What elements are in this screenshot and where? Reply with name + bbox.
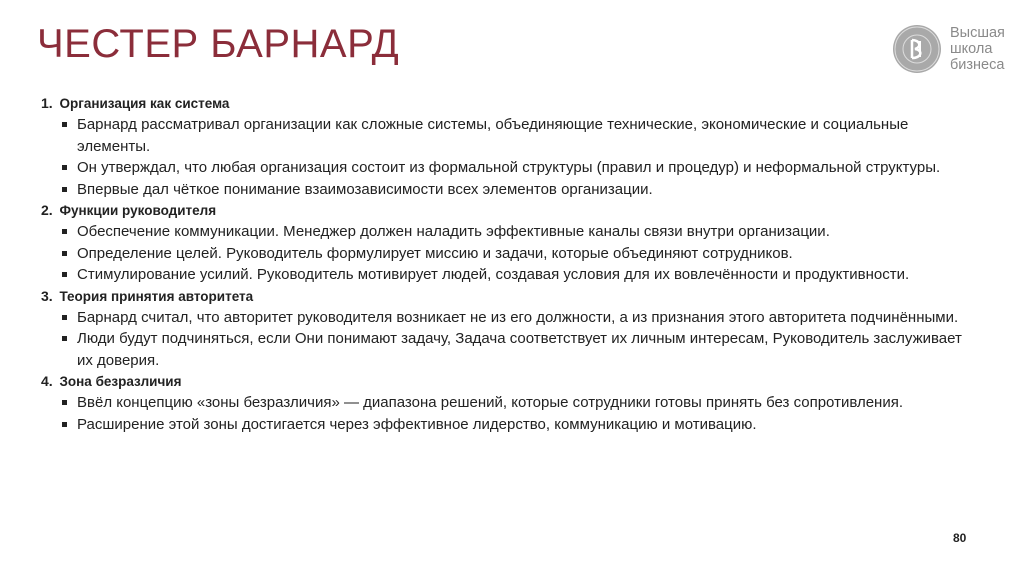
section-title: Зона безразличия bbox=[59, 374, 182, 389]
section-organization-as-system bbox=[41, 93, 981, 200]
logo-text bbox=[950, 25, 1005, 73]
list-item: Обеспечение коммуникации. Менеджер должен наладить эффективные каналы связи внутри организации. bbox=[60, 221, 981, 243]
section-title: Теория принятия авторитета bbox=[59, 288, 254, 304]
section-heading bbox=[41, 93, 981, 114]
section-heading bbox=[41, 200, 981, 221]
section-heading bbox=[41, 286, 981, 307]
section-manager-functions bbox=[41, 200, 981, 286]
page-number: 80 bbox=[953, 531, 967, 545]
hse-logo bbox=[893, 25, 1003, 75]
section-number: 3. bbox=[41, 287, 53, 304]
bullet-list bbox=[41, 392, 981, 435]
bullet-list bbox=[41, 114, 981, 200]
section-number: 1. bbox=[41, 95, 53, 111]
list-item: Барнард рассматривал организации как сложные системы, объединяющие технические, экономические и социальные элементы. bbox=[60, 114, 981, 157]
section-zone-of-indifference bbox=[41, 371, 981, 435]
bullet-list bbox=[41, 221, 981, 286]
list-item: Определение целей. Руководитель формулирует миссию и задачи, которые объединяют сотрудников. bbox=[60, 243, 981, 265]
section-number: 2. bbox=[41, 202, 53, 218]
list-item: Он утверждал, что любая организация состоит из формальной структуры (правил и процедур) и неформальной структуры. bbox=[60, 157, 981, 179]
list-item: Барнард считал, что авторитет руководителя возникает не из его должности, а из признания этого авторитета подчинёнными. bbox=[60, 307, 981, 329]
section-heading bbox=[41, 371, 981, 392]
list-item: Стимулирование усилий. Руководитель мотивирует людей, создавая условия для их вовлечённости и продуктивности. bbox=[60, 264, 981, 286]
slide-content bbox=[41, 93, 981, 435]
slide-title: ЧЕСТЕР БАРНАРД bbox=[37, 22, 400, 66]
hse-emblem-icon bbox=[893, 25, 941, 73]
section-authority-theory bbox=[41, 286, 981, 372]
list-item: Ввёл концепцию «зоны безразличия» — диапазона решений, которые сотрудники готовы принять без сопротивления. bbox=[60, 392, 981, 414]
list-item: Расширение этой зоны достигается через эффективное лидерство, коммуникацию и мотивацию. bbox=[60, 414, 981, 436]
logo-line-2: школа bbox=[950, 41, 993, 57]
section-title: Организация как система bbox=[59, 96, 230, 111]
section-title: Функции руководителя bbox=[59, 203, 217, 218]
bullet-list bbox=[41, 307, 981, 372]
list-item: Впервые дал чёткое понимание взаимозависимости всех элементов организации. bbox=[60, 179, 981, 201]
logo-line-3: бизнеса bbox=[950, 57, 1005, 73]
section-number: 4. bbox=[41, 373, 53, 389]
list-item: Люди будут подчиняться, если Они понимают задачу, Задача соответствует их личным интересам, Руководитель заслуживает их доверия. bbox=[60, 328, 981, 371]
logo-line-1: Высшая bbox=[950, 25, 1005, 41]
